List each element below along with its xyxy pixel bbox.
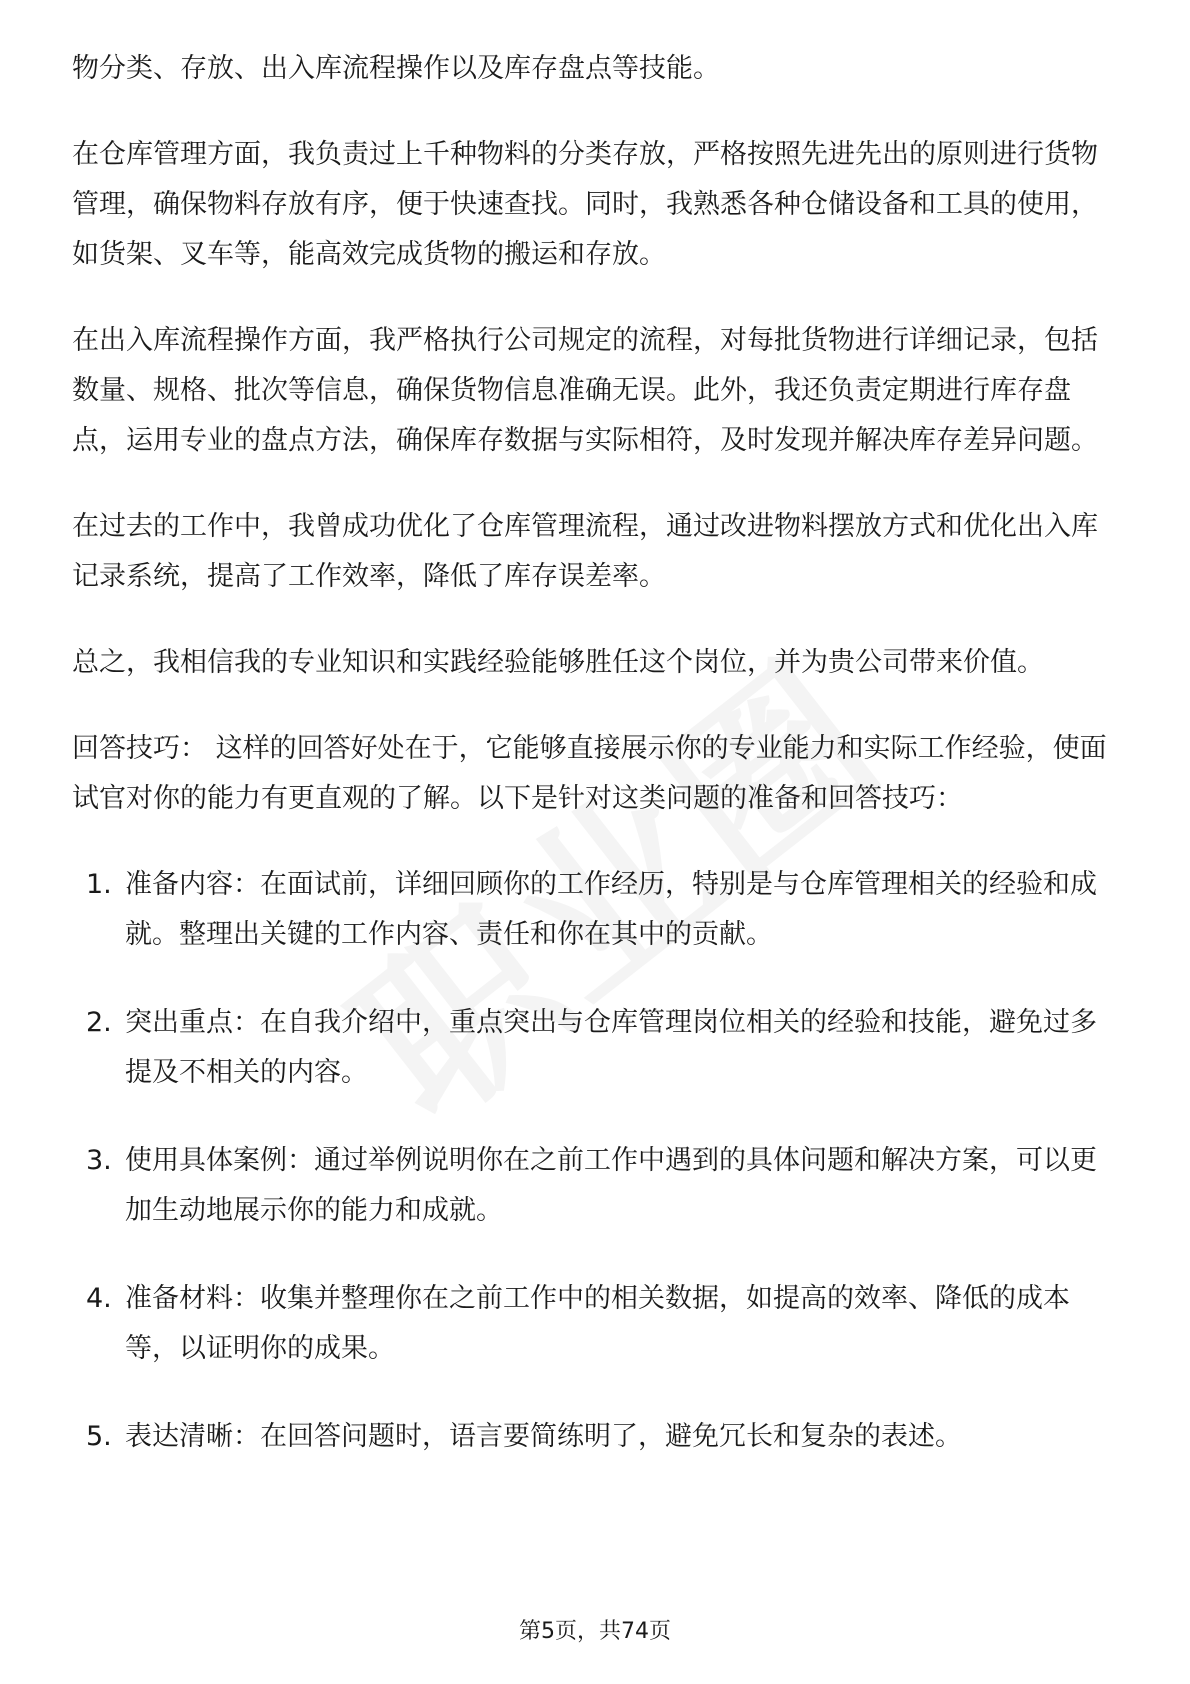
paragraph-skills-intro: 物分类、存放、出入库流程操作以及库存盘点等技能。: [72, 53, 720, 84]
tips-list: [72, 860, 1122, 1462]
paragraph-conclusion: 总之，我相信我的专业知识和实践经验能够胜任这个岗位，并为贵公司带来价值。: [72, 647, 1044, 678]
list-item-number: 5.: [86, 1421, 112, 1452]
list-item: [72, 1136, 1122, 1236]
list-item: [72, 1412, 1122, 1462]
list-item-text: 准备材料：收集并整理你在之前工作中的相关数据，如提高的效率、降低的成本等，以证明你的成果。: [125, 1283, 1070, 1364]
list-item-number: 1.: [86, 869, 112, 900]
list-item-text: 突出重点：在自我介绍中，重点突出与仓库管理岗位相关的经验和技能，避免过多提及不相关的内容。: [125, 1007, 1097, 1088]
paragraph-warehouse-management: 在仓库管理方面，我负责过上千种物料的分类存放，严格按照先进先出的原则进行货物管理，确保物料存放有序，便于快速查找。同时，我熟悉各种仓储设备和工具的使用，如货架、叉车等，能高效完成货物的搬运和存放。: [72, 139, 1098, 270]
list-item-number: 2.: [86, 1007, 112, 1038]
paragraph-answer-tips: 回答技巧： 这样的回答好处在于，它能够直接展示你的专业能力和实际工作经验，使面试官对你的能力有更直观的了解。以下是针对这类问题的准备和回答技巧：: [72, 733, 1107, 814]
list-item: [72, 1274, 1122, 1374]
list-item-text: 准备内容：在面试前，详细回顾你的工作经历，特别是与仓库管理相关的经验和成就。整理出关键的工作内容、责任和你在其中的贡献。: [125, 869, 1097, 950]
list-item-text: 表达清晰：在回答问题时，语言要简练明了，避免冗长和复杂的表述。: [125, 1421, 962, 1452]
page-number-footer: 第5页，共74页: [519, 1619, 671, 1644]
document-body: [72, 44, 1122, 1500]
list-item-number: 3.: [86, 1145, 112, 1176]
list-item-text: 使用具体案例：通过举例说明你在之前工作中遇到的具体问题和解决方案，可以更加生动地展示你的能力和成就。: [125, 1145, 1097, 1226]
paragraph-past-achievement: 在过去的工作中，我曾成功优化了仓库管理流程，通过改进物料摆放方式和优化出入库记录系统，提高了工作效率，降低了库存误差率。: [72, 511, 1098, 592]
paragraph-inbound-outbound: 在出入库流程操作方面，我严格执行公司规定的流程，对每批货物进行详细记录，包括数量、规格、批次等信息，确保货物信息准确无误。此外，我还负责定期进行库存盘点，运用专业的盘点方法，确保库存数据与实际相符，及时发现并解决库存差异问题。: [72, 325, 1098, 456]
list-item: [72, 998, 1122, 1098]
list-item: [72, 860, 1122, 960]
list-item-number: 4.: [86, 1283, 112, 1314]
